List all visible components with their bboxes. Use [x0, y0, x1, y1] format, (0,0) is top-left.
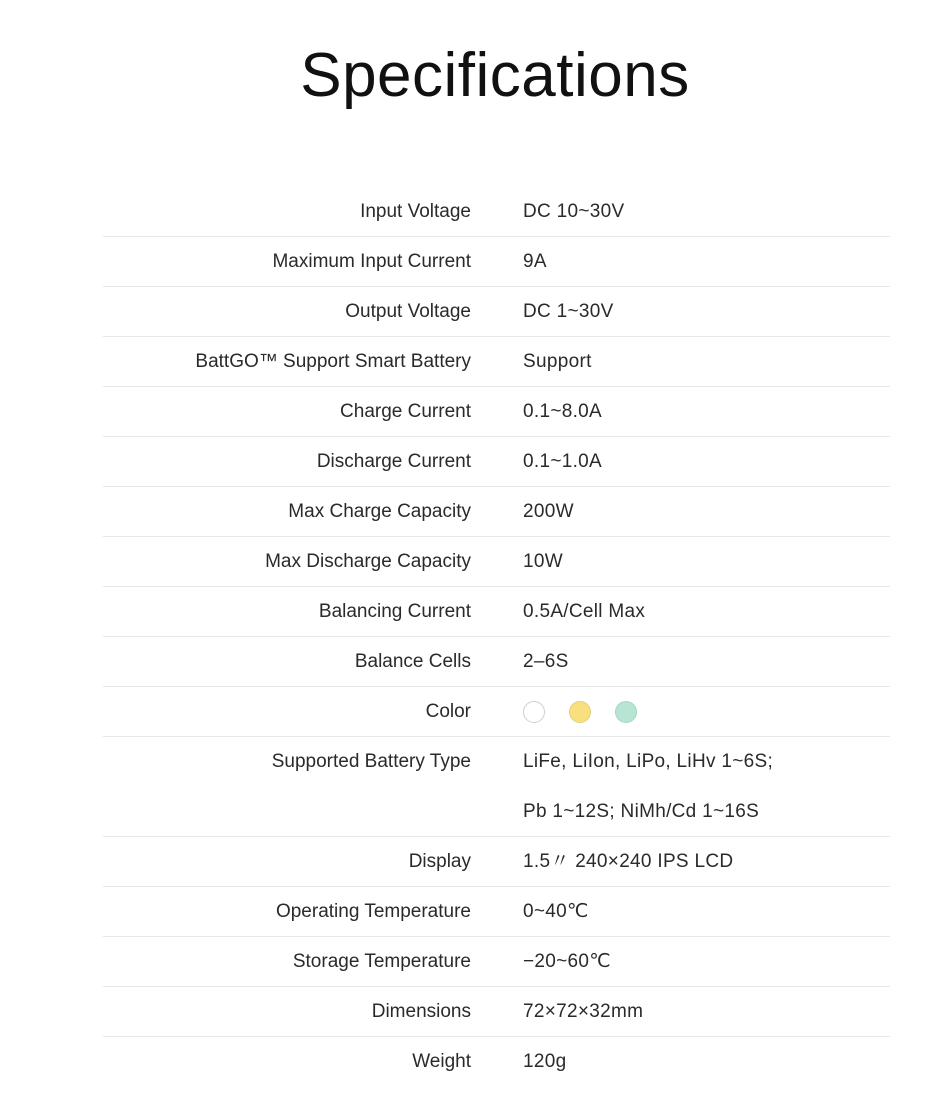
spec-row-battgo-support — [103, 337, 890, 387]
spec-value: 200W — [523, 501, 574, 522]
spec-value — [523, 737, 773, 836]
spec-label: Color — [425, 701, 471, 722]
spec-label: Balance Cells — [354, 651, 471, 672]
spec-row-max-discharge-capacity — [103, 537, 890, 587]
spec-row-balance-cells — [103, 637, 890, 687]
spec-row-max-input-current — [103, 237, 890, 287]
spec-label: Max Charge Capacity — [288, 501, 471, 522]
spec-label: Display — [408, 851, 471, 872]
spec-row-storage-temperature — [103, 937, 890, 987]
spec-row-dimensions — [103, 987, 890, 1037]
spec-label: BattGO™ Support Smart Battery — [195, 351, 471, 372]
spec-row-output-voltage — [103, 287, 890, 337]
spec-label: Maximum Input Current — [272, 251, 471, 272]
spec-value: 0.1~8.0A — [523, 401, 602, 422]
spec-label: Discharge Current — [316, 451, 471, 472]
spec-label: Supported Battery Type — [271, 751, 471, 772]
spec-row-weight — [103, 1037, 890, 1086]
spec-value: DC 10~30V — [523, 201, 625, 222]
spec-row-input-voltage — [103, 187, 890, 237]
spec-value: −20~60℃ — [523, 951, 611, 972]
spec-row-color — [103, 687, 890, 737]
spec-value: 0.5A/Cell Max — [523, 601, 646, 622]
page-title: Specifications — [300, 41, 690, 110]
spec-row-operating-temperature — [103, 887, 890, 937]
color-swatch-white[interactable] — [523, 701, 545, 723]
spec-label: Balancing Current — [318, 601, 471, 622]
color-swatch-mint[interactable] — [615, 701, 637, 723]
battery-types-line-1: LiFe, LiIon, LiPo, LiHv 1~6S; — [523, 751, 774, 772]
spec-value: 0.1~1.0A — [523, 451, 602, 472]
spec-row-display — [103, 837, 890, 887]
spec-value: DC 1~30V — [523, 301, 614, 322]
spec-label: Input Voltage — [360, 201, 471, 222]
spec-row-discharge-current — [103, 437, 890, 487]
spec-table — [103, 187, 890, 1086]
spec-value: 2–6S — [523, 651, 569, 672]
spec-label: Charge Current — [340, 401, 471, 422]
spec-value: 10W — [523, 551, 563, 572]
spec-value: 72×72×32mm — [523, 1001, 644, 1022]
spec-row-supported-battery-type — [103, 737, 890, 837]
spec-value: 0~40℃ — [523, 901, 589, 922]
spec-value: 120g — [523, 1051, 567, 1072]
battery-types-line-2: Pb 1~12S; NiMh/Cd 1~16S — [523, 800, 760, 822]
spec-label: Output Voltage — [345, 301, 471, 322]
spec-row-max-charge-capacity — [103, 487, 890, 537]
spec-label: Max Discharge Capacity — [265, 551, 471, 572]
spec-row-balancing-current — [103, 587, 890, 637]
spec-row-charge-current — [103, 387, 890, 437]
color-swatches — [523, 687, 637, 736]
spec-label: Operating Temperature — [275, 901, 471, 922]
spec-label: Storage Temperature — [292, 951, 471, 972]
spec-value: Support — [523, 351, 592, 372]
spec-value: 9A — [523, 251, 547, 272]
spec-value: 1.5〃 240×240 IPS LCD — [523, 851, 734, 872]
color-swatch-yellow[interactable] — [569, 701, 591, 723]
spec-label: Dimensions — [371, 1001, 471, 1022]
spec-label: Weight — [412, 1051, 471, 1072]
